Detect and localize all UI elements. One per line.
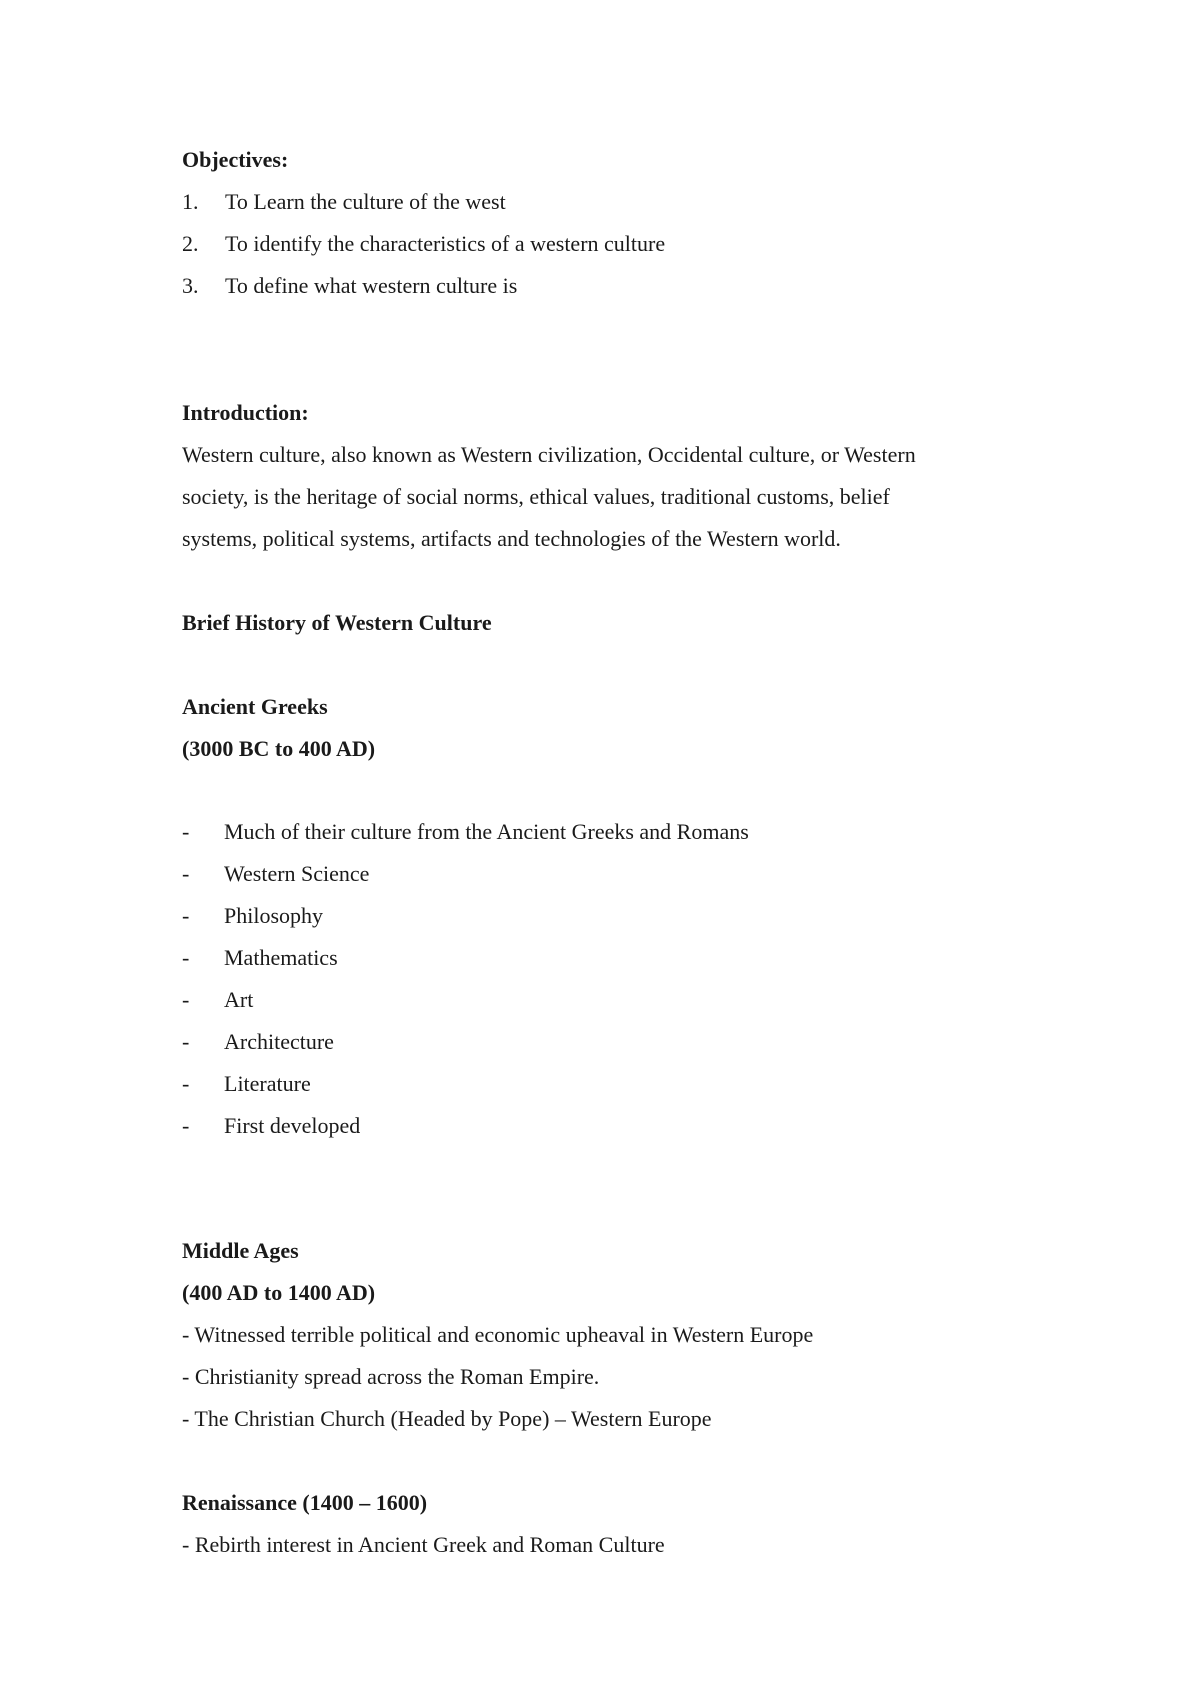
ancient-greeks-period: (3000 BC to 400 AD) — [182, 736, 376, 761]
list-item: - Much of their culture from the Ancient Greeks and Romans — [182, 811, 1040, 853]
middle-ages-period: (400 AD to 1400 AD) — [182, 1280, 376, 1305]
list-item: - Philosophy — [182, 895, 1040, 937]
list-item: - Art — [182, 979, 1040, 1021]
ancient-greeks-list — [182, 811, 1040, 1147]
brief-history-heading: Brief History of Western Culture — [182, 610, 492, 635]
introduction-paragraph — [182, 434, 1040, 560]
introduction-heading: Introduction: — [182, 400, 309, 425]
objective-number: 1. — [182, 189, 199, 214]
middle-ages-heading: Middle Ages — [182, 1238, 299, 1263]
objective-number: 2. — [182, 231, 199, 256]
objective-number: 3. — [182, 273, 199, 298]
list-item: - Western Science — [182, 853, 1040, 895]
list-item-text: Western Science — [224, 861, 370, 886]
objective-item — [182, 223, 1040, 265]
renaissance-heading: Renaissance (1400 – 1600) — [182, 1490, 428, 1515]
renaissance-item: - Rebirth interest in Ancient Greek and Roman Culture — [182, 1532, 665, 1557]
list-item-text: First developed — [224, 1113, 361, 1138]
middle-ages-item: - Christianity spread across the Roman Empire. — [182, 1364, 600, 1389]
list-item-text: Architecture — [224, 1029, 334, 1054]
middle-ages-section — [182, 1230, 1040, 1440]
ancient-greeks-heading: Ancient Greeks — [182, 694, 328, 719]
introduction-line: society, is the heritage of social norms, ethical values, traditional customs, belief — [182, 484, 890, 509]
objective-item — [182, 181, 1040, 223]
list-item: - Architecture — [182, 1021, 1040, 1063]
introduction-section — [182, 392, 1040, 560]
list-item: - Mathematics — [182, 937, 1040, 979]
objectives-heading: Objectives: — [182, 147, 289, 172]
objective-text: To identify the characteristics of a western culture — [225, 231, 666, 256]
introduction-line: Western culture, also known as Western civilization, Occidental culture, or Western — [182, 442, 916, 467]
middle-ages-item: - The Christian Church (Headed by Pope) – Western Europe — [182, 1406, 712, 1431]
list-item: - Literature — [182, 1063, 1040, 1105]
list-item-text: Philosophy — [224, 903, 324, 928]
list-item-text: Mathematics — [224, 945, 338, 970]
list-item-text: Much of their culture from the Ancient Greeks and Romans — [224, 819, 749, 844]
renaissance-section — [182, 1482, 1040, 1566]
objectives-section — [182, 139, 1040, 307]
list-item-text: Art — [224, 987, 254, 1012]
objective-text: To Learn the culture of the west — [225, 189, 506, 214]
list-item-text: Literature — [224, 1071, 311, 1096]
objective-item — [182, 265, 1040, 307]
ancient-greeks-section — [182, 686, 1040, 770]
middle-ages-item: - Witnessed terrible political and economic upheaval in Western Europe — [182, 1322, 814, 1347]
introduction-line: systems, political systems, artifacts and technologies of the Western world. — [182, 526, 841, 551]
objective-text: To define what western culture is — [225, 273, 518, 298]
list-item: - First developed — [182, 1105, 1040, 1147]
brief-history-section — [182, 602, 1040, 644]
